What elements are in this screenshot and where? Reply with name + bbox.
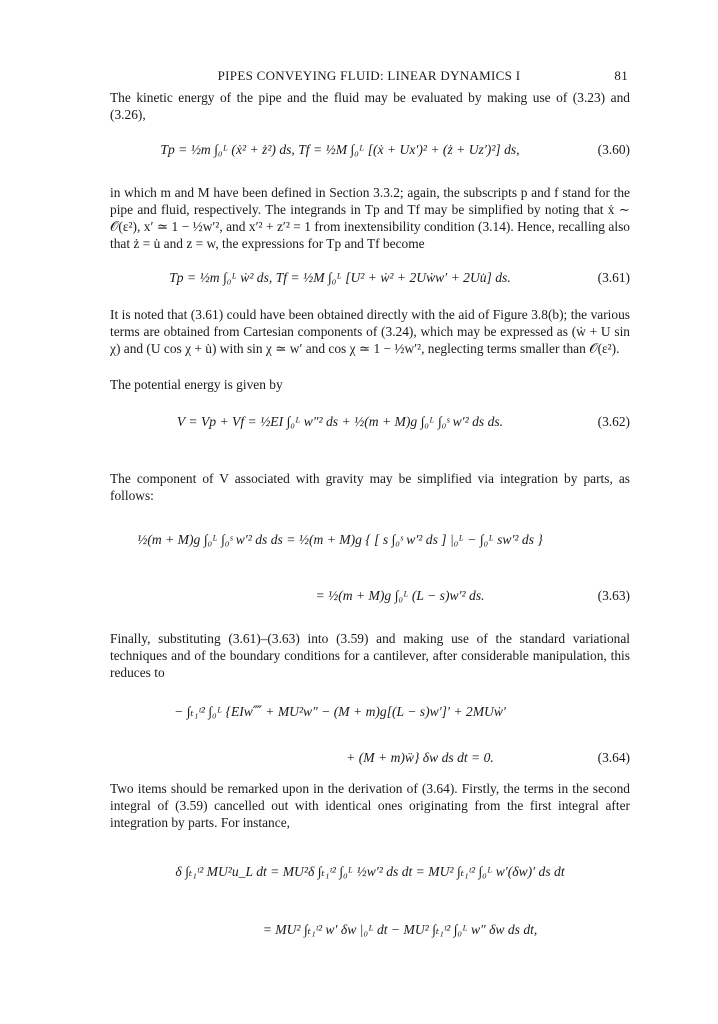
equation-body: Tp = ½m ∫₀ᴸ (ẋ² + ż²) ds, Tf = ½M ∫₀ᴸ [(ẋ + Ux′)² + (ż + Uz′)²] ds, xyxy=(160,142,520,157)
equation-body: V = Vp + Vf = ½EI ∫₀ᴸ w″² ds + ½(m + M)g ∫₀ᴸ ∫₀ˢ w′² ds ds. xyxy=(176,414,504,429)
equation-3-62 xyxy=(110,402,630,442)
equation-number: (3.63) xyxy=(597,588,630,603)
equation-3-60 xyxy=(110,130,630,170)
equation-body: + (M + m)ẅ} δw ds dt = 0. xyxy=(346,750,494,765)
equation-3-63-line-1 xyxy=(110,520,630,560)
equation-number: (3.60) xyxy=(597,142,630,157)
equation-number: (3.64) xyxy=(597,750,630,765)
paragraph-kinetic-energy-intro: The kinetic energy of the pipe and the fluid may be evaluated by making use of (3.23) and (3.26), xyxy=(110,90,630,122)
paragraph-potential-energy-intro: The potential energy is given by xyxy=(110,377,283,392)
equation-body: Tp = ½m ∫₀ᴸ ẇ² ds, Tf = ½M ∫₀ᴸ [U² + ẇ² + 2Uẇw′ + 2Uu̇] ds. xyxy=(169,270,511,285)
page-header xyxy=(110,68,628,88)
equation-number: (3.61) xyxy=(597,270,630,285)
equation-body: δ ∫ₜ₁ᵗ² MU²u_L dt = MU²δ ∫ₜ₁ᵗ² ∫₀ᴸ ½w′² ds dt = MU² ∫ₜ₁ᵗ² ∫₀ᴸ w′(δw)′ ds dt xyxy=(175,864,565,879)
equation-body: ½(m + M)g ∫₀ᴸ ∫₀ˢ w′² ds ds = ½(m + M)g { [ s ∫₀ˢ w′² ds ] |₀ᴸ − ∫₀ᴸ sw′² ds } xyxy=(137,532,543,547)
equation-3-64-line-2 xyxy=(110,738,630,778)
paragraph-remarks: Two items should be remarked upon in the derivation of (3.64). Firstly, the terms in the second integral of (3.59) cancelled out with identical ones originating from the first integral after integration by parts. For instance, xyxy=(110,781,630,830)
equation-example-line-2 xyxy=(110,910,630,950)
equation-3-64-line-1 xyxy=(110,692,630,732)
paragraph-integrand-simplification: in which m and M have been defined in Section 3.3.2; again, the subscripts p and f stand for the pipe and fluid, respectively. The integrands in Tp and Tf may be simplified by noting that ẋ ∼ 𝒪(ε²), x′ ≃ 1 − ½w′², and x′² + z′² = 1 from inextensibility condition (3.14). Hence, recalling also that ż = u̇ and z = w, the expressions for Tp and Tf become xyxy=(110,185,630,251)
paragraph-substitution: Finally, substituting (3.61)–(3.63) into (3.59) and making use of the standard variational techniques and of the boundary conditions for a cantilever, after considerable manipulation, this reduces to xyxy=(110,631,630,680)
page-number: 81 xyxy=(614,68,628,83)
equation-example-line-1 xyxy=(110,852,630,892)
equation-body: = MU² ∫ₜ₁ᵗ² w′ δw |₀ᴸ dt − MU² ∫ₜ₁ᵗ² ∫₀ᴸ w″ δw ds dt, xyxy=(262,922,538,937)
paragraph-cartesian-components: It is noted that (3.61) could have been obtained directly with the aid of Figure 3.8(b); the various terms are obtained from Cartesian components of (3.24), which may be expressed as (ẇ + U sin χ) and (U cos χ + u̇) with sin χ ≃ w′ and cos χ ≃ 1 − ½w′², neglecting terms smaller than 𝒪(ε²). xyxy=(110,307,630,356)
equation-number: (3.62) xyxy=(597,414,630,429)
running-head: PIPES CONVEYING FLUID: LINEAR DYNAMICS I xyxy=(217,68,521,83)
equation-3-63-line-2 xyxy=(110,576,630,616)
paragraph-gravity-component: The component of V associated with gravity may be simplified via integration by parts, as follows: xyxy=(110,471,630,503)
equation-body: = ½(m + M)g ∫₀ᴸ (L − s)w′² ds. xyxy=(315,588,485,603)
equation-body: − ∫ₜ₁ᵗ² ∫₀ᴸ {EIw⁗ + MU²w″ − (M + m)g[(L − s)w′]′ + 2MUẇ′ xyxy=(174,704,506,719)
equation-3-61 xyxy=(110,258,630,298)
